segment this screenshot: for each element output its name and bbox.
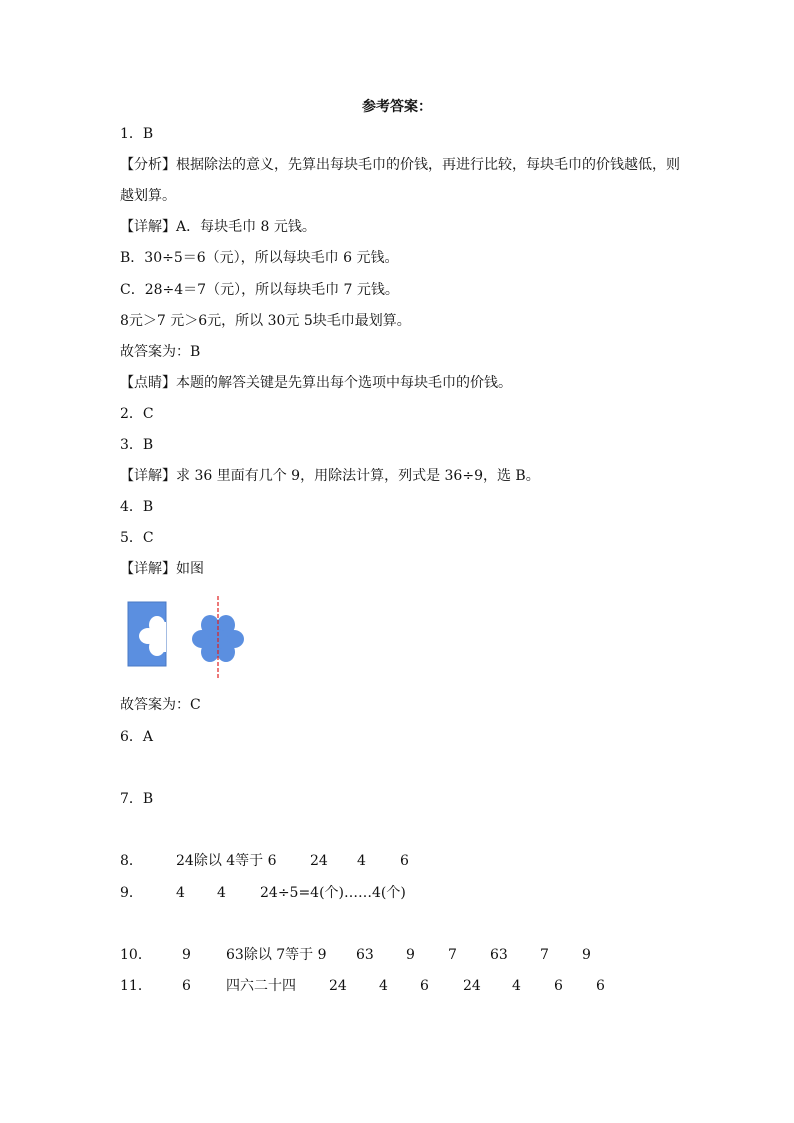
answer-1-final: 故答案为：B (120, 344, 201, 360)
page-title: 参考答案： (362, 99, 432, 115)
q10-blank-7: 7 (540, 947, 549, 963)
answer-7: 7．B (120, 791, 154, 807)
answer-1: 1．B (120, 126, 154, 142)
q8-blank-4: 6 (400, 853, 409, 869)
remark-1: 【点睛】本题的解答关键是先算出每个选项中每块毛巾的价钱。 (120, 375, 512, 391)
q8-blank-2: 24 (310, 853, 328, 869)
q11-blank-3: 24 (329, 978, 347, 994)
answer-5-final: 故答案为：C (120, 697, 201, 713)
q10-blank-3: 63 (356, 947, 374, 963)
analysis-1-line1: 【分析】根据除法的意义，先算出每块毛巾的价钱，再进行比较，每块毛巾的价钱越低，则 (120, 157, 680, 173)
q8-blank-1: 24除以 4等于 6 (176, 853, 277, 869)
q10-blank-8: 9 (582, 947, 591, 963)
q9-blank-2: 4 (217, 885, 226, 901)
answer-5: 5．C (120, 530, 154, 546)
q10-blank-2: 63除以 7等于 9 (226, 947, 327, 963)
q8-number: 8． (120, 853, 143, 869)
q9-blank-1: 4 (176, 885, 185, 901)
q11-blank-8: 6 (554, 978, 563, 994)
q11-blank-5: 6 (420, 978, 429, 994)
q11-blank-7: 4 (512, 978, 521, 994)
q10-blank-4: 9 (406, 947, 415, 963)
q9-number: 9． (120, 885, 143, 901)
q10-blank-5: 7 (448, 947, 457, 963)
q11-blank-6: 24 (463, 978, 481, 994)
detail-5: 【详解】如图 (120, 561, 204, 577)
answer-3: 3．B (120, 437, 154, 453)
q10-blank-1: 9 (182, 947, 191, 963)
answer-4: 4．B (120, 499, 154, 515)
q11-blank-1: 6 (182, 978, 191, 994)
detail-1-compare: 8元＞7 元＞6元，所以 30元 5块毛巾最划算。 (120, 313, 411, 329)
q11-blank-2: 四六二十四 (226, 978, 296, 994)
detail-1-c: C．28÷4＝7（元），所以每块毛巾 7 元钱。 (120, 282, 399, 298)
q11-blank-4: 4 (379, 978, 388, 994)
detail-3: 【详解】求 36 里面有几个 9，用除法计算，列式是 36÷9，选 B。 (120, 468, 540, 484)
detail-1-a: 【详解】A．每块毛巾 8 元钱。 (120, 219, 316, 235)
symmetry-figure (120, 592, 250, 684)
q10-number: 10． (120, 947, 152, 963)
q9-blank-3: 24÷5=4(个)……4(个) (260, 885, 406, 901)
answer-2: 2．C (120, 406, 154, 422)
answer-6: 6．A (120, 729, 154, 745)
q8-blank-3: 4 (357, 853, 366, 869)
q11-blank-9: 6 (596, 978, 605, 994)
detail-1-b: B．30÷5＝6（元），所以每块毛巾 6 元钱。 (120, 250, 399, 266)
q11-number: 11． (120, 978, 152, 994)
q10-blank-6: 63 (490, 947, 508, 963)
analysis-1-line2: 越划算。 (120, 188, 176, 204)
